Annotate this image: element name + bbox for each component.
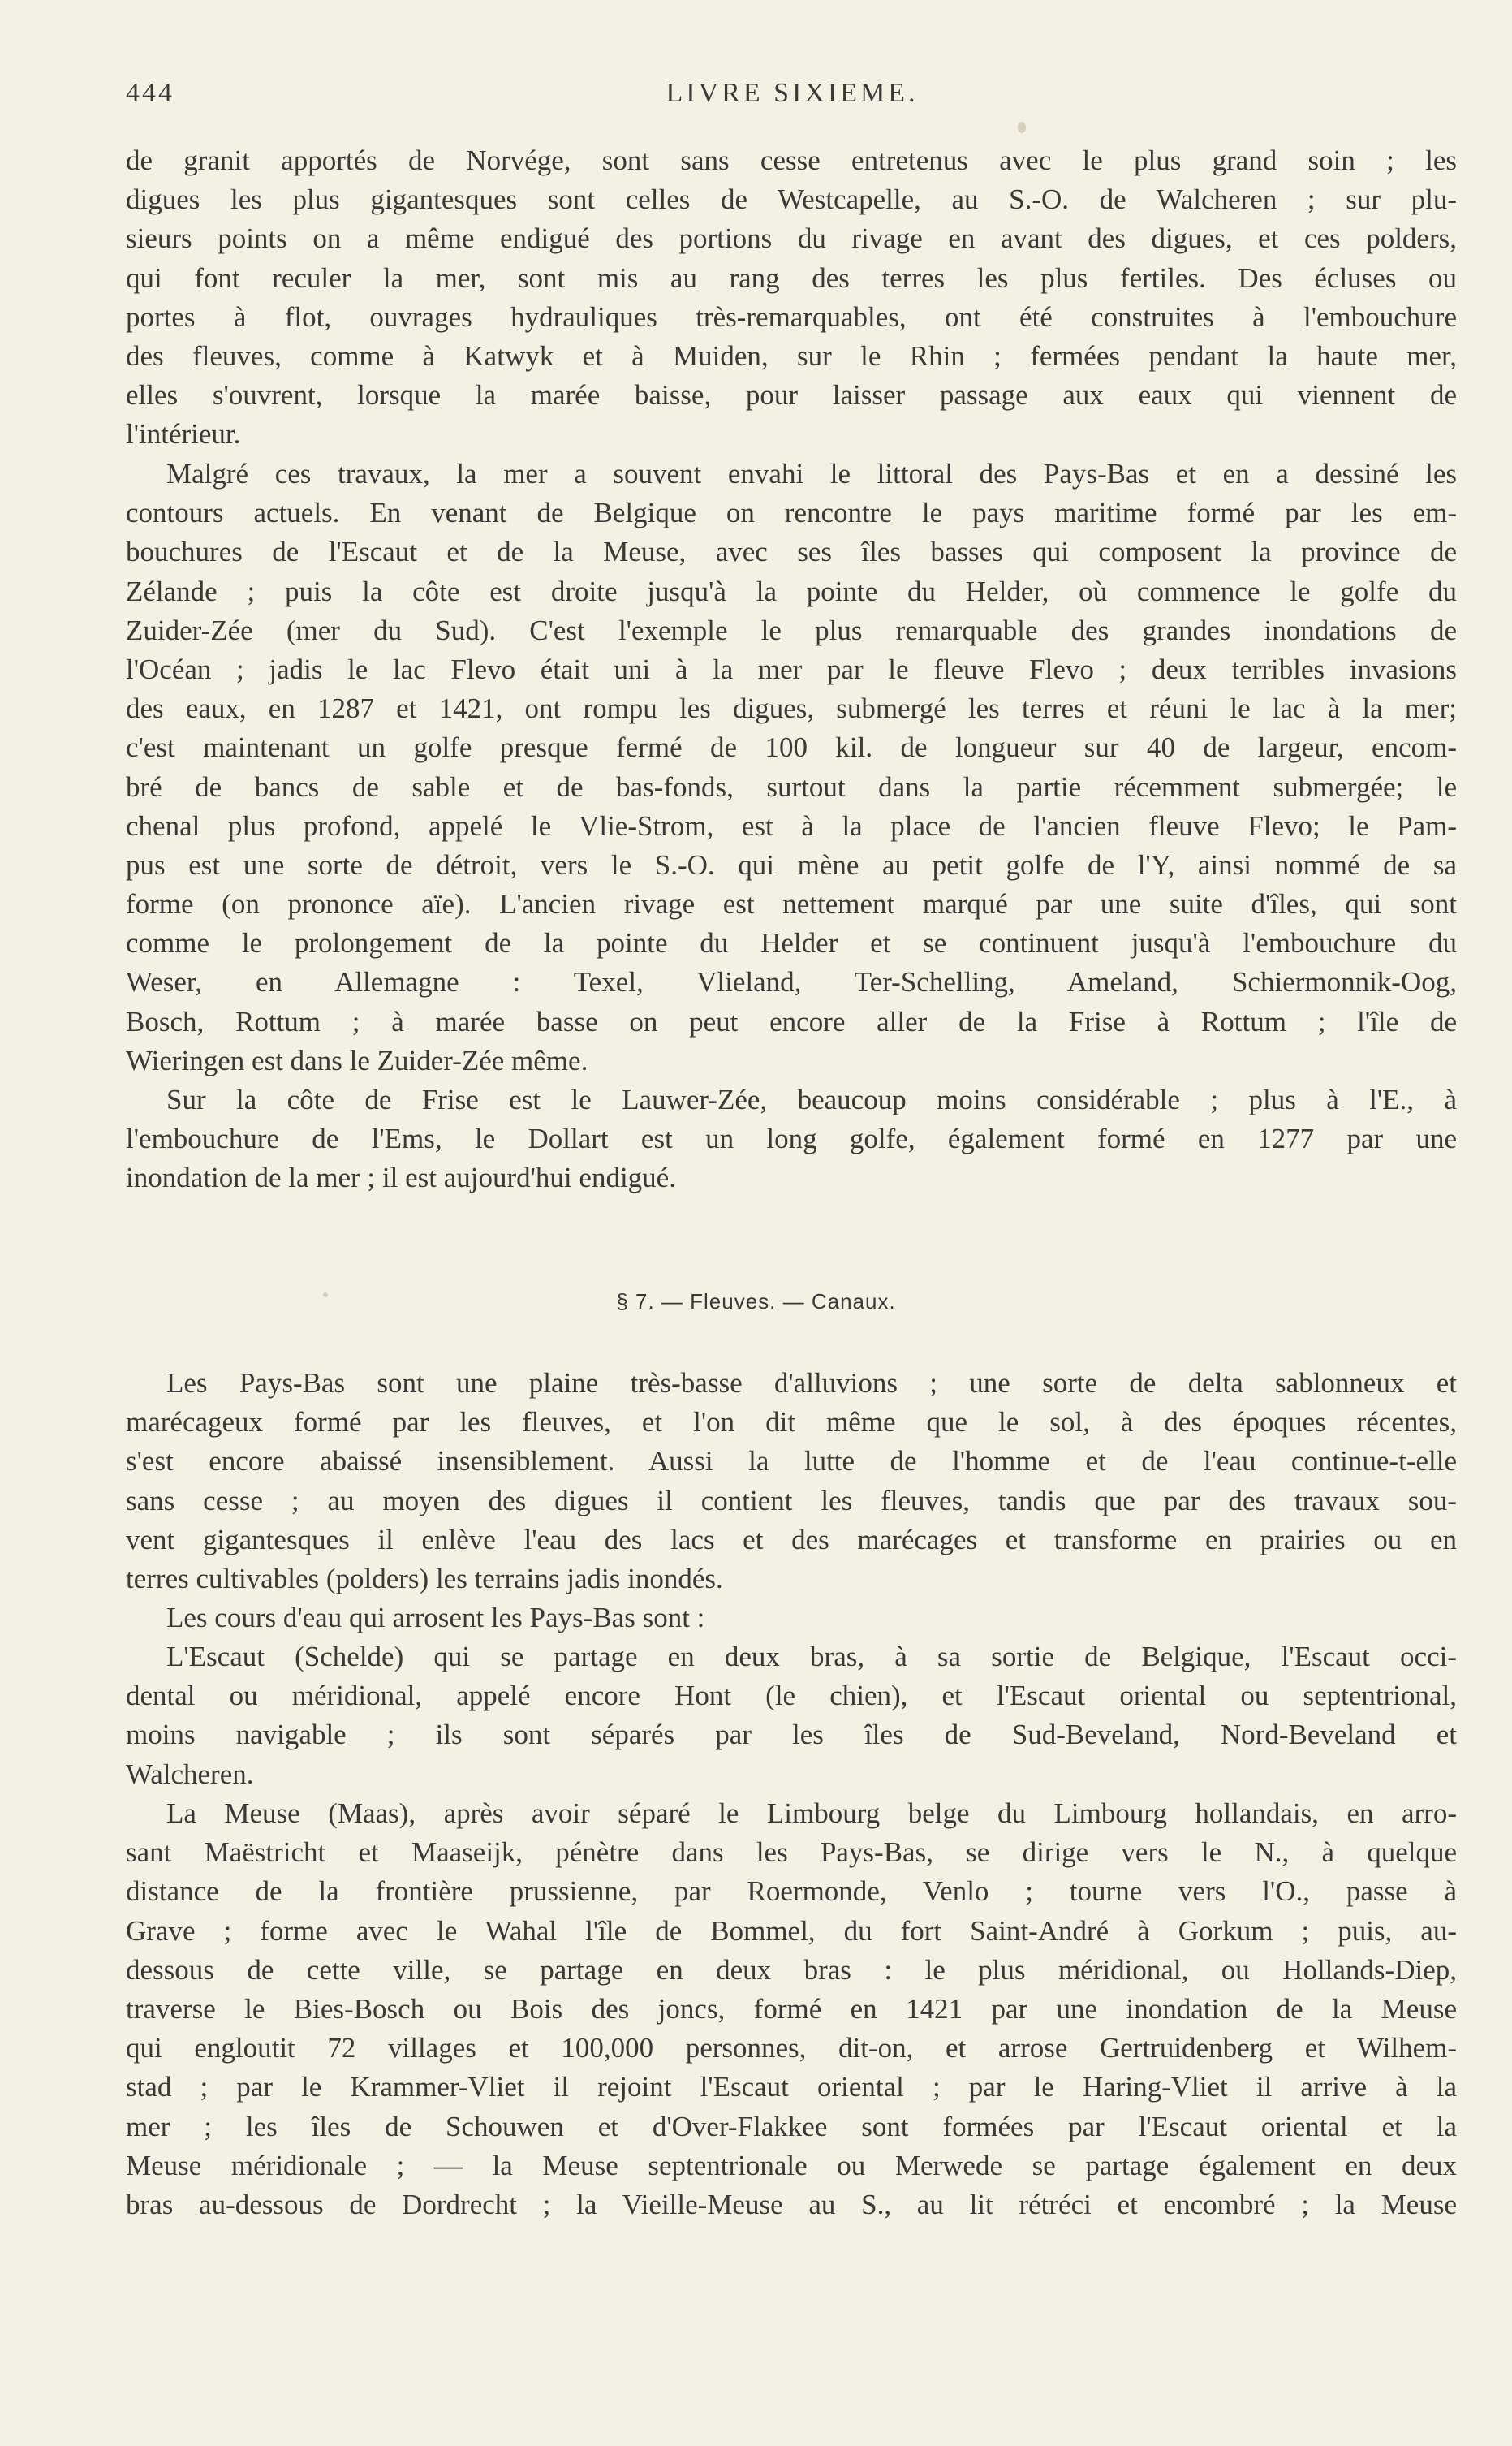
- ink-spot: [1018, 122, 1026, 133]
- text-line: stad ; par le Krammer-Vliet il rejoint l'Escaut oriental ; par le Haring-Vliet il arrive à la: [126, 2071, 1457, 2103]
- text-line: Zuider-Zée (mer du Sud). C'est l'exemple le plus remarquable des grandes inondations de: [126, 614, 1457, 646]
- text-line: l'Océan ; jadis le lac Flevo était uni à la mer par le fleuve Flevo ; deux terribles invasions: [126, 653, 1457, 685]
- text-line: Grave ; forme avec le Wahal l'île de Bommel, du fort Saint-André à Gorkum ; puis, au-: [126, 1914, 1457, 1947]
- text-line: vent gigantesques il enlève l'eau des lacs et des marécages et transforme en prairies ou en: [126, 1523, 1457, 1555]
- paragraph-3: [126, 1081, 1457, 1198]
- text-line: Les cours d'eau qui arrosent les Pays-Bas sont :: [166, 1602, 705, 1633]
- text-line: dessous de cette ville, se partage en deux bras : le plus méridional, ou Hollands-Diep,: [126, 1953, 1457, 1986]
- text-line: Les Pays-Bas sont une plaine très-basse d'alluvions ; une sorte de delta sablonneux et: [166, 1367, 1457, 1399]
- text-line: l'intérieur.: [126, 418, 241, 451]
- text-line: sieurs points on a même endigué des portions du rivage en avant des digues, et ces polders,: [126, 222, 1457, 255]
- paragraph-7: [126, 1794, 1457, 2224]
- text-line: de granit apportés de Norvége, sont sans cesse entretenus avec le plus grand soin ; les: [126, 145, 1457, 176]
- text-line: sant Maëstricht et Maaseijk, pénètre dans les Pays-Bas, se dirige vers le N., à quelque: [126, 1836, 1457, 1869]
- paragraph-1: [126, 141, 1457, 455]
- text-line: l'embouchure de l'Ems, le Dollart est un long golfe, également formé en 1277 par une: [126, 1123, 1457, 1155]
- text-line: bras au-dessous de Dordrecht ; la Vieille-Meuse au S., au lit rétréci et encombré ; la Meuse: [126, 2188, 1457, 2220]
- page-number: 444: [126, 78, 174, 108]
- text-line: chenal plus profond, appelé le Vlie-Strom, est à la place de l'ancien fleuve Flevo; le Pam-: [126, 809, 1457, 842]
- text-line: digues les plus gigantesques sont celles de Westcapelle, au S.-O. de Walcheren ; sur plu-: [126, 183, 1457, 216]
- section-heading: § 7. — Fleuves. — Canaux.: [616, 1289, 896, 1314]
- running-header: [126, 78, 1458, 119]
- text-line: des eaux, en 1287 et 1421, ont rompu les digues, submergé les terres et réuni le lac à la mer;: [126, 692, 1457, 725]
- paragraph-5: [126, 1598, 1457, 1637]
- text-line: Weser, en Allemagne : Texel, Vlieland, Ter-Schelling, Ameland, Schiermonnik-Oog,: [126, 966, 1457, 999]
- text-line: portes à flot, ouvrages hydrauliques très-remarquables, ont été construites à l'embouchure: [126, 300, 1457, 333]
- text-line: c'est maintenant un golfe presque fermé de 100 kil. de longueur sur 40 de largeur, encom-: [126, 731, 1457, 764]
- text-line: qui engloutit 72 villages et 100,000 personnes, dit-on, et arrose Gertruidenberg et Wilhem-: [126, 2032, 1457, 2064]
- text-line: Bosch, Rottum ; à marée basse on peut encore aller de la Frise à Rottum ; l'île de: [126, 1005, 1457, 1038]
- text-line: forme (on prononce aïe). L'ancien rivage est nettement marqué par une suite d'îles, qui sont: [126, 888, 1457, 921]
- text-line: bouchures de l'Escaut et de la Meuse, avec ses îles basses qui composent la province de: [126, 536, 1457, 568]
- text-line: pus est une sorte de détroit, vers le S.-O. qui mène au petit golfe de l'Y, ainsi nommé de sa: [126, 848, 1457, 881]
- text-line: Wieringen est dans le Zuider-Zée même.: [126, 1044, 588, 1076]
- text-line: Sur la côte de Frise est le Lauwer-Zée, beaucoup moins considérable ; plus à l'E., à: [166, 1084, 1457, 1115]
- ink-spot: [323, 1292, 328, 1297]
- paragraph-6: [126, 1637, 1457, 1794]
- text-line: sans cesse ; au moyen des digues il contient les fleuves, tandis que par des travaux sou-: [126, 1484, 1457, 1516]
- text-line: s'est encore abaissé insensiblement. Aussi la lutte de l'homme et de l'eau continue-t-elle: [126, 1445, 1457, 1478]
- text-line: distance de la frontière prussienne, par Roermonde, Venlo ; tourne vers l'O., passe à: [126, 1875, 1457, 1908]
- text-line: Zélande ; puis la côte est droite jusqu'à la pointe du Helder, où commence le golfe du: [126, 575, 1457, 607]
- text-line: Walcheren.: [126, 1758, 254, 1790]
- text-line: des fleuves, comme à Katwyk et à Muiden, sur le Rhin ; fermées pendant la haute mer,: [126, 339, 1457, 372]
- text-line: inondation de la mer ; il est aujourd'hui endigué.: [126, 1162, 676, 1194]
- paragraph-2: [126, 455, 1457, 1081]
- text-line: bré de bancs de sable et de bas-fonds, surtout dans la partie récemment submergée; le: [126, 770, 1457, 803]
- text-line: dental ou méridional, appelé encore Hont (le chien), et l'Escaut oriental ou septentrional,: [126, 1680, 1457, 1712]
- text-line: mer ; les îles de Schouwen et d'Over-Flakkee sont formées par l'Escaut oriental et la: [126, 2110, 1457, 2142]
- text-line: contours actuels. En venant de Belgique on rencontre le pays maritime formé par les em-: [126, 497, 1457, 529]
- text-line: Malgré ces travaux, la mer a souvent envahi le littoral des Pays-Bas et en a dessiné les: [166, 458, 1457, 490]
- text-line: La Meuse (Maas), après avoir séparé le Limbourg belge du Limbourg hollandais, en arro-: [166, 1797, 1457, 1829]
- text-line: elles s'ouvrent, lorsque la marée baisse, pour laisser passage aux eaux qui viennent de: [126, 379, 1457, 412]
- text-line: Meuse méridionale ; — la Meuse septentrionale ou Merwede se partage également en deux: [126, 2149, 1457, 2181]
- text-line: L'Escaut (Schelde) qui se partage en deux bras, à sa sortie de Belgique, l'Escaut occi-: [166, 1641, 1457, 1672]
- paragraph-4: [126, 1364, 1457, 1598]
- text-line: comme le prolongement de la pointe du Helder et se continuent jusqu'à l'embouchure du: [126, 927, 1457, 960]
- text-line: terres cultivables (polders) les terrains jadis inondés.: [126, 1562, 723, 1594]
- text-line: traverse le Bies-Bosch ou Bois des joncs, formé en 1421 par une inondation de la Meuse: [126, 1992, 1457, 2025]
- text-line: marécageux formé par les fleuves, et l'on dit même que le sol, à des époques récentes,: [126, 1406, 1457, 1439]
- chapter-title: LIVRE SIXIEME.: [666, 78, 919, 108]
- text-line: qui font reculer la mer, sont mis au rang des terres les plus fertiles. Des écluses ou: [126, 261, 1457, 294]
- text-line: moins navigable ; ils sont séparés par les îles de Sud-Beveland, Nord-Beveland et: [126, 1719, 1457, 1751]
